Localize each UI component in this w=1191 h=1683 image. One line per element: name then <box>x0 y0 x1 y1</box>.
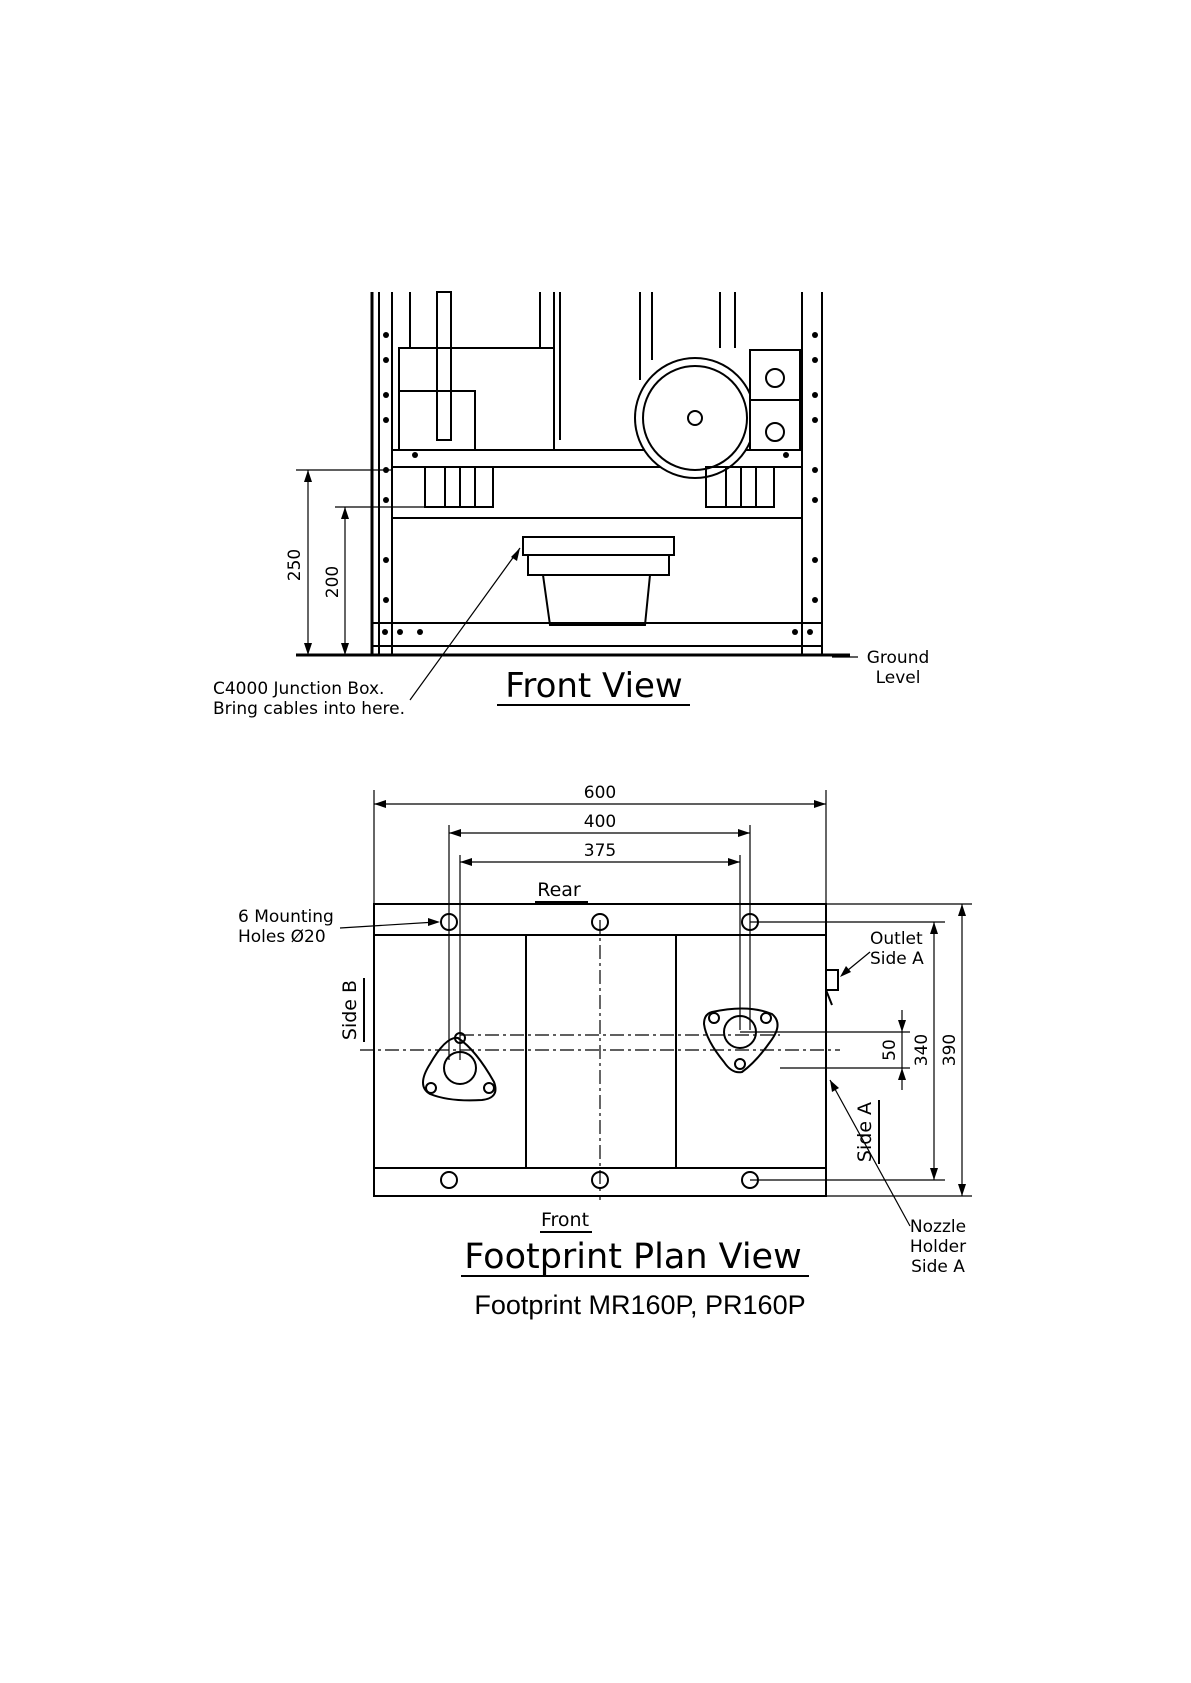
dim-390-text: 390 <box>940 1033 960 1067</box>
junction-note-line2: Bring cables into here. <box>213 699 406 719</box>
dim-50-text: 50 <box>880 1039 900 1061</box>
dimension-50 <box>880 1010 906 1090</box>
front-view-title: Front View <box>505 666 683 706</box>
outlet-note-line2: Side A <box>870 949 924 969</box>
dimension-600 <box>374 783 826 808</box>
plan-view-subtitle: Footprint MR160P, PR160P <box>474 1290 806 1320</box>
plan-view <box>238 783 972 1320</box>
front-label: Front <box>540 1209 590 1231</box>
outlet-note-line1: Outlet <box>870 929 923 949</box>
dimension-400 <box>449 812 750 837</box>
dim-250-text: 250 <box>285 548 305 582</box>
dimension-375 <box>460 841 740 866</box>
nozzle-note-line2: Holder <box>909 1237 967 1257</box>
right-flange <box>704 1008 778 1072</box>
front-view <box>213 292 929 719</box>
nozzle-note-line3: Side A <box>911 1257 965 1277</box>
rear-label: Rear <box>537 879 581 901</box>
mounting-note-line1: 6 Mounting <box>238 907 334 927</box>
dim-375-text: 375 <box>583 841 617 861</box>
side-b-label: Side B <box>339 979 361 1041</box>
dim-200-text: 200 <box>323 565 343 599</box>
dim-400-text: 400 <box>583 812 617 832</box>
junction-note-line1: C4000 Junction Box. <box>213 679 385 699</box>
dim-600-text: 600 <box>583 783 617 803</box>
side-a-label: Side A <box>854 1101 876 1163</box>
dimension-390 <box>940 904 966 1196</box>
ground-label-line2: Level <box>875 668 921 688</box>
nozzle-note-line1: Nozzle <box>909 1217 967 1237</box>
dim-340-text: 340 <box>912 1033 932 1067</box>
mounting-note-line2: Holes Ø20 <box>238 927 326 947</box>
dimension-200 <box>323 507 425 655</box>
plan-view-title: Footprint Plan View <box>464 1237 802 1277</box>
left-flange <box>423 1033 496 1100</box>
ground-label-line1: Ground <box>866 648 930 668</box>
dimension-250 <box>285 470 392 655</box>
